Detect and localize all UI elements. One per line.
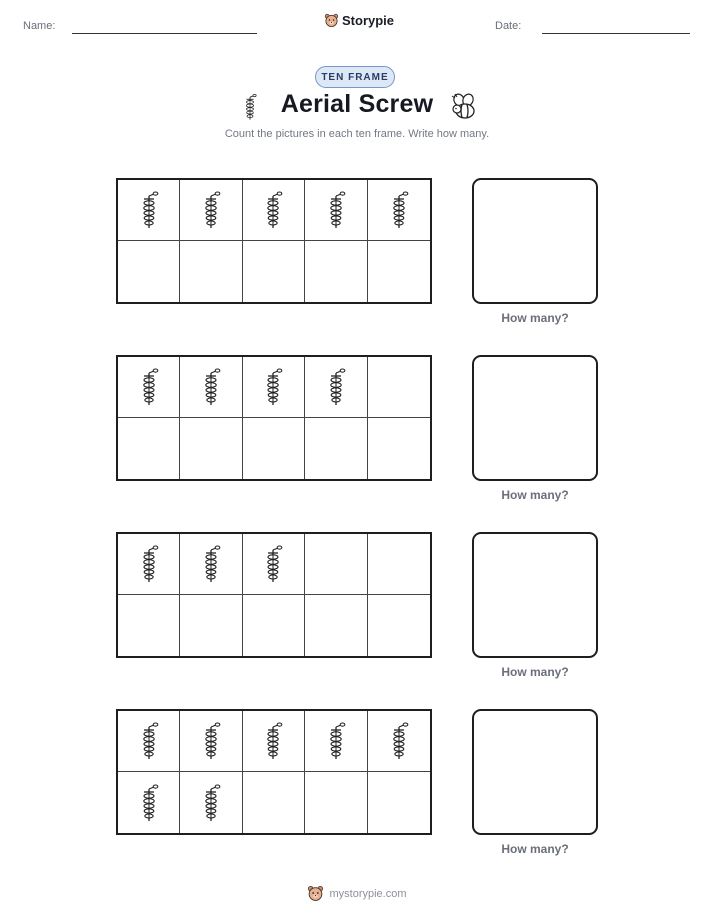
ten-frame: [116, 709, 432, 835]
ten-frame-cell: [368, 357, 430, 418]
footer-url: mystorypie.com: [329, 887, 407, 900]
aerial-screw-icon: [201, 190, 221, 230]
ten-frame-cell: [118, 772, 180, 833]
ten-frame-cell: [118, 711, 180, 772]
ten-frame-cell: [118, 595, 180, 656]
ten-frame-cell: [368, 534, 430, 595]
instructions: Count the pictures in each ten frame. Write how many.: [224, 128, 490, 140]
ten-frame-cell: [180, 241, 242, 302]
aerial-screw-icon: [263, 721, 283, 761]
date-field[interactable]: [542, 33, 690, 34]
page-title: Aerial Screw: [280, 90, 434, 118]
aerial-screw-icon: [389, 721, 409, 761]
aerial-screw-icon: [326, 190, 346, 230]
ten-frame-cell: [305, 772, 367, 833]
ten-frame-cell: [368, 595, 430, 656]
ten-frame-cell: [305, 180, 367, 241]
ten-frame-cell: [180, 772, 242, 833]
ten-frame-cell: [305, 711, 367, 772]
ten-frame-cell: [180, 180, 242, 241]
ten-frame-cell: [305, 357, 367, 418]
ten-frame-cell: [243, 180, 305, 241]
ten-frame-cell: [180, 418, 242, 479]
ten-frame-cell: [180, 711, 242, 772]
ten-frame-cell: [118, 357, 180, 418]
ten-frame-cell: [368, 180, 430, 241]
how-many-label: How many?: [501, 665, 569, 679]
bear-mascot-icon: [307, 885, 324, 902]
ten-frame-cell: [305, 534, 367, 595]
aerial-screw-icon: [263, 190, 283, 230]
ten-frame-badge: TEN FRAME: [315, 66, 395, 88]
answer-box[interactable]: [472, 709, 598, 835]
ten-frame-cell: [305, 595, 367, 656]
how-many-label: How many?: [501, 311, 569, 325]
aerial-screw-icon: [326, 367, 346, 407]
aerial-screw-icon: [139, 721, 159, 761]
aerial-screw-icon: [139, 544, 159, 584]
brand-name: Storypie: [342, 13, 395, 28]
aerial-screw-icon: [139, 190, 159, 230]
footer: [0, 885, 714, 902]
ten-frame-cell: [368, 241, 430, 302]
ten-frame-cell: [118, 418, 180, 479]
ten-frame-cell: [118, 534, 180, 595]
name-field[interactable]: [72, 33, 257, 34]
answer-box[interactable]: [472, 355, 598, 481]
ten-frame-cell: [180, 595, 242, 656]
ten-frame-cell: [243, 241, 305, 302]
ten-frame-cell: [180, 534, 242, 595]
ten-frame-cell: [118, 241, 180, 302]
ten-frame-cell: [243, 357, 305, 418]
aerial-screw-icon: [201, 783, 221, 823]
ten-frame-cell: [243, 772, 305, 833]
aerial-screw-icon: [139, 783, 159, 823]
ten-frame-cell: [180, 357, 242, 418]
ten-frame-cell: [368, 772, 430, 833]
ten-frame-cell: [368, 711, 430, 772]
aerial-screw-icon: [389, 190, 409, 230]
ten-frame-cell: [305, 418, 367, 479]
ten-frame-cell: [118, 180, 180, 241]
aerial-screw-icon: [139, 367, 159, 407]
how-many-label: How many?: [501, 842, 569, 856]
ten-frame: [116, 178, 432, 304]
answer-box[interactable]: [472, 532, 598, 658]
aerial-screw-icon: [201, 721, 221, 761]
aerial-screw-icon: [263, 544, 283, 584]
bear-mascot-icon: [324, 13, 339, 28]
ten-frame: [116, 355, 432, 481]
ten-frame-cell: [368, 418, 430, 479]
ten-frame-cell: [243, 534, 305, 595]
aerial-screw-icon: [201, 367, 221, 407]
bee-icon: [448, 91, 480, 128]
ten-frame-cell: [243, 418, 305, 479]
ten-frame-cell: [305, 241, 367, 302]
answer-box[interactable]: [472, 178, 598, 304]
how-many-label: How many?: [501, 488, 569, 502]
aerial-screw-icon: [263, 367, 283, 407]
name-label: Name:: [23, 20, 56, 32]
aerial-screw-icon: [201, 544, 221, 584]
ten-frame-cell: [243, 595, 305, 656]
aerial-screw-icon: [326, 721, 346, 761]
brand-logo: [324, 13, 394, 28]
date-label: Date:: [495, 20, 522, 32]
ten-frame: [116, 532, 432, 658]
ten-frame-cell: [243, 711, 305, 772]
